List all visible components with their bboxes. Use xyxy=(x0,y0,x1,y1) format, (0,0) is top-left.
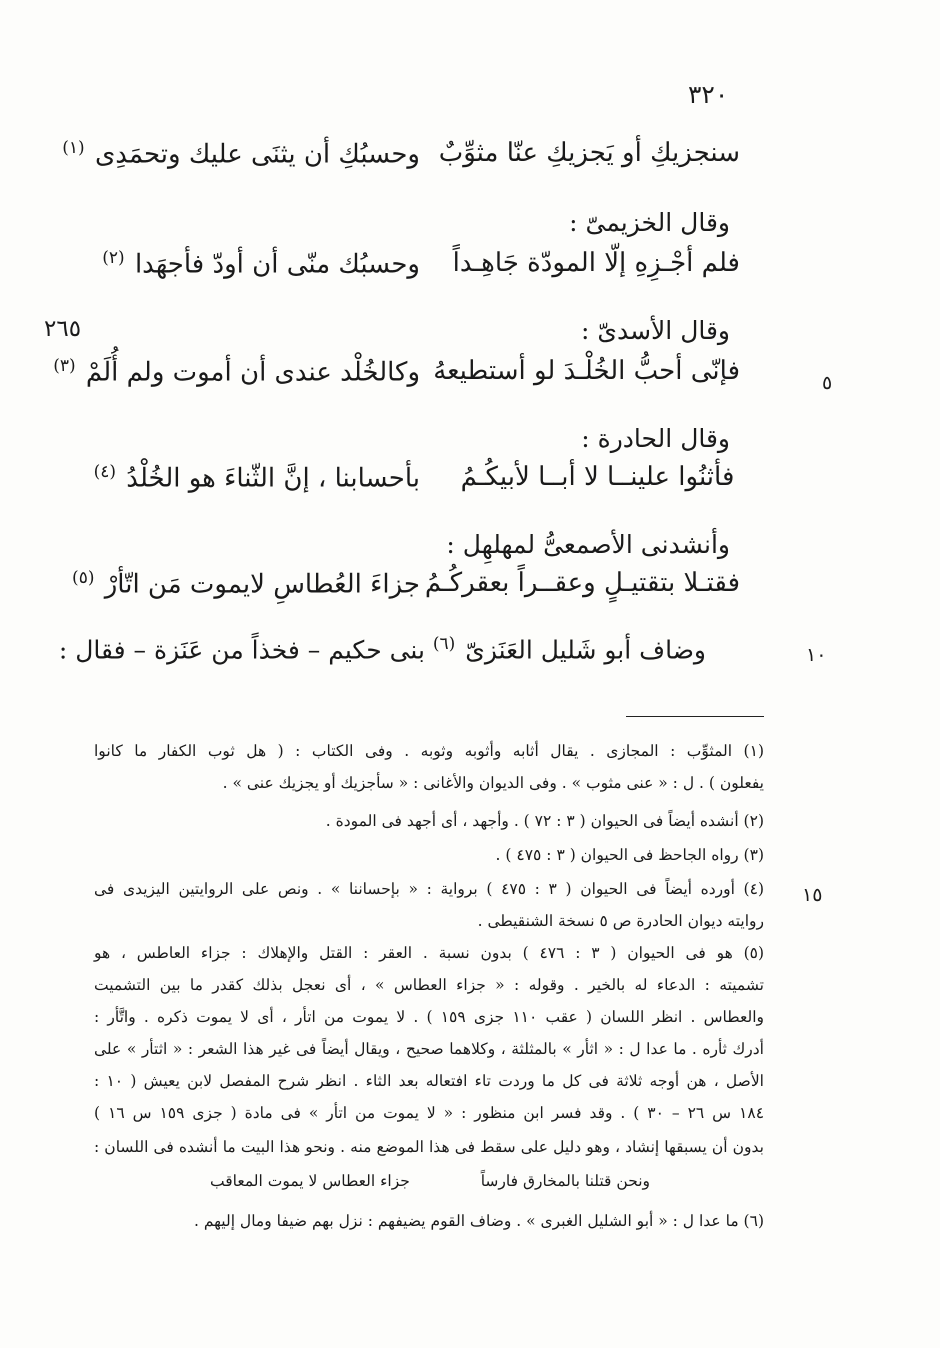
footnote-5-line-2: تشميته : الدعاء له بالخير . وقوله : « جزاء العطاس » ، أى نعجل بذلك كقدر ما بين التشميت xyxy=(94,976,764,994)
footnote-4-line-1: (٤) أورده أيضاً فى الحيوان ( ٣ : ٤٧٥ ) برواية : « بإحساننا » . ونص على الروايتين اليزيدى فى xyxy=(94,880,764,898)
verse-3 xyxy=(53,356,740,402)
footnote-separator xyxy=(626,716,764,717)
footnote-5-line-3: والعطاس . انظر اللسان ( عقب ١١٠ جزى ١٥٩ ) . لا يموت من اتأر ، أى لا يموت ذكره . واتَّأر : xyxy=(94,1008,764,1026)
verse-2-intro: وقال الخزيمىّ : xyxy=(569,208,730,237)
footnote-ref-6: (٦) xyxy=(432,634,456,654)
page-number: ٣٢٠ xyxy=(688,80,729,109)
verse-5-first-hemistich: فقتـلا بتقتيـلٍ وعقــراً بعقركُـمُ xyxy=(424,568,740,598)
original-page-number: ٢٦٥ xyxy=(44,316,82,342)
footnote-ref-1: (١) xyxy=(62,138,85,158)
verse-2-first-hemistich: فلم أجْـزِهِ إلّا المودّة جَاهِـداً xyxy=(452,248,740,278)
line-number-15: ١٥ xyxy=(802,884,823,906)
footnote-3: (٣) رواه الجاحظ فى الحيوان ( ٣ : ٤٧٥ ) . xyxy=(495,846,764,864)
verse-3-intro: وقال الأسدىّ : xyxy=(581,316,730,345)
footnote-5-line-4: أدرك ثأره . ما عدا ل : « اثأر » بالمثلثة ، وكلاهما صحيح ، ويقال أيضاً فى غير هذا الشعر : « اثتأر » على xyxy=(94,1040,764,1058)
verse-1 xyxy=(62,138,740,184)
verse-4-intro: وقال الحادرة : xyxy=(581,424,730,453)
verse-2 xyxy=(102,248,740,294)
verse-4-second-hemistich: بأحسابنا ، إنَّ الثّناءَ هو الخُلْدُ $^{(٤)}$ xyxy=(93,462,420,494)
footnote-5-verse-second: جزاء العطاس لا يموت المعاقب xyxy=(210,1172,410,1190)
footnote-5-line-1: (٥) هو فى الحيوان ( ٣ : ٤٧٦ ) بدون نسبة . العقر : القتل والإهلاك : جزاء العاطس ، هو xyxy=(94,944,765,962)
footnote-5-line-7: بدون أن يسبقها إنشاد ، وهو دليل على سقط فى هذا الموضع منه . ونحو هذا البيت ما أنشده فى اللسان : xyxy=(94,1138,764,1156)
verse-5 xyxy=(72,568,740,614)
footnote-ref-5: (٥) xyxy=(72,568,95,588)
footnote-4-line-2: روايته ديوان الحادرة ص ٥ نسخة الشنقيطى . xyxy=(477,912,764,930)
verse-3-second-hemistich: وكالخُلْد عندى أن أموت ولم أُلَمْ $^{(٣)}$ xyxy=(53,356,420,388)
footnote-ref-3: (٣) xyxy=(53,356,76,376)
footnote-5-line-6: ١٨٤ س ٢٦ – ٣٠ ) . وقد فسر ابن منظور : « لا يموت من اتأر » فى مادة ( جزى ١٥٩ س ١٦ ) xyxy=(94,1104,765,1122)
footnote-5-verse-first: ونحن قتلنا بالمخارق فارساً xyxy=(480,1172,650,1190)
prose-line: وضاف أبو شَليل العَنَزىّ $^{(٦)}$ بنى حكيم – فخذاً من عَنَزة – فقال : xyxy=(58,634,706,665)
footnote-ref-4: (٤) xyxy=(93,462,117,482)
line-number-10: ١٠ xyxy=(806,644,827,666)
verse-1-first-hemistich: سنجزيكِ أو يَجزيكِ عنّا مثوِّبٌ xyxy=(438,138,740,168)
footnote-1-line-2: يفعلون ) . ل : « عنى مثوب » . وفى الديوان والأغانى : « سأجزيك أو يجزيك عنى » . xyxy=(222,774,764,792)
verse-4 xyxy=(93,462,740,508)
footnote-6: (٦) ما عدا ل : « أبو الشليل الغبرى » . وضاف القوم يضيفهم : نزل بهم ضيفا ومال إليهم . xyxy=(193,1212,764,1230)
line-number-5: ٥ xyxy=(822,372,833,394)
footnote-2: (٢) أنشده أيضاً فى الحيوان ( ٣ : ٧٢ ) . وأجهد ، أى أجهد فى المودة . xyxy=(325,812,764,830)
verse-5-intro: وأنشدنى الأصمعىُّ لمهلهِل : xyxy=(446,530,730,559)
verse-3-first-hemistich: فإنّى أحبُّ الخُلْـدَ لو أستطيعهُ xyxy=(433,356,740,386)
footnote-1-line-1: (١) المثوِّب : المجازى . يقال أثابه وأثوبه وثوبه . وفى الكتاب : ( هل ثوب الكفار ما كانوا xyxy=(94,742,764,760)
verse-2-second-hemistich: وحسبُك منّى أن أودّ فأجهَدا $^{(٢)}$ xyxy=(102,248,420,280)
verse-4-first-hemistich: فأثنُوا علينــا لا أبــا لأبيكُـمُ xyxy=(460,462,735,492)
verse-1-second-hemistich: وحسبُكِ أن يثنَى عليك وتحمَدِى $^{(١)}$ xyxy=(62,138,420,170)
footnote-ref-2: (٢) xyxy=(102,248,125,268)
verse-5-second-hemistich: جزاءَ العُطاسِ لايموت مَن اتّأرْ $^{(٥)}$ xyxy=(72,568,420,600)
footnote-5-line-5: الأصل ، هن أوجه ثلاثة فى كل ما وردت تاء افتعاله بعد الثاء . انظر شرح المفصل لابن يعيش ( ١٠ : xyxy=(94,1072,764,1090)
